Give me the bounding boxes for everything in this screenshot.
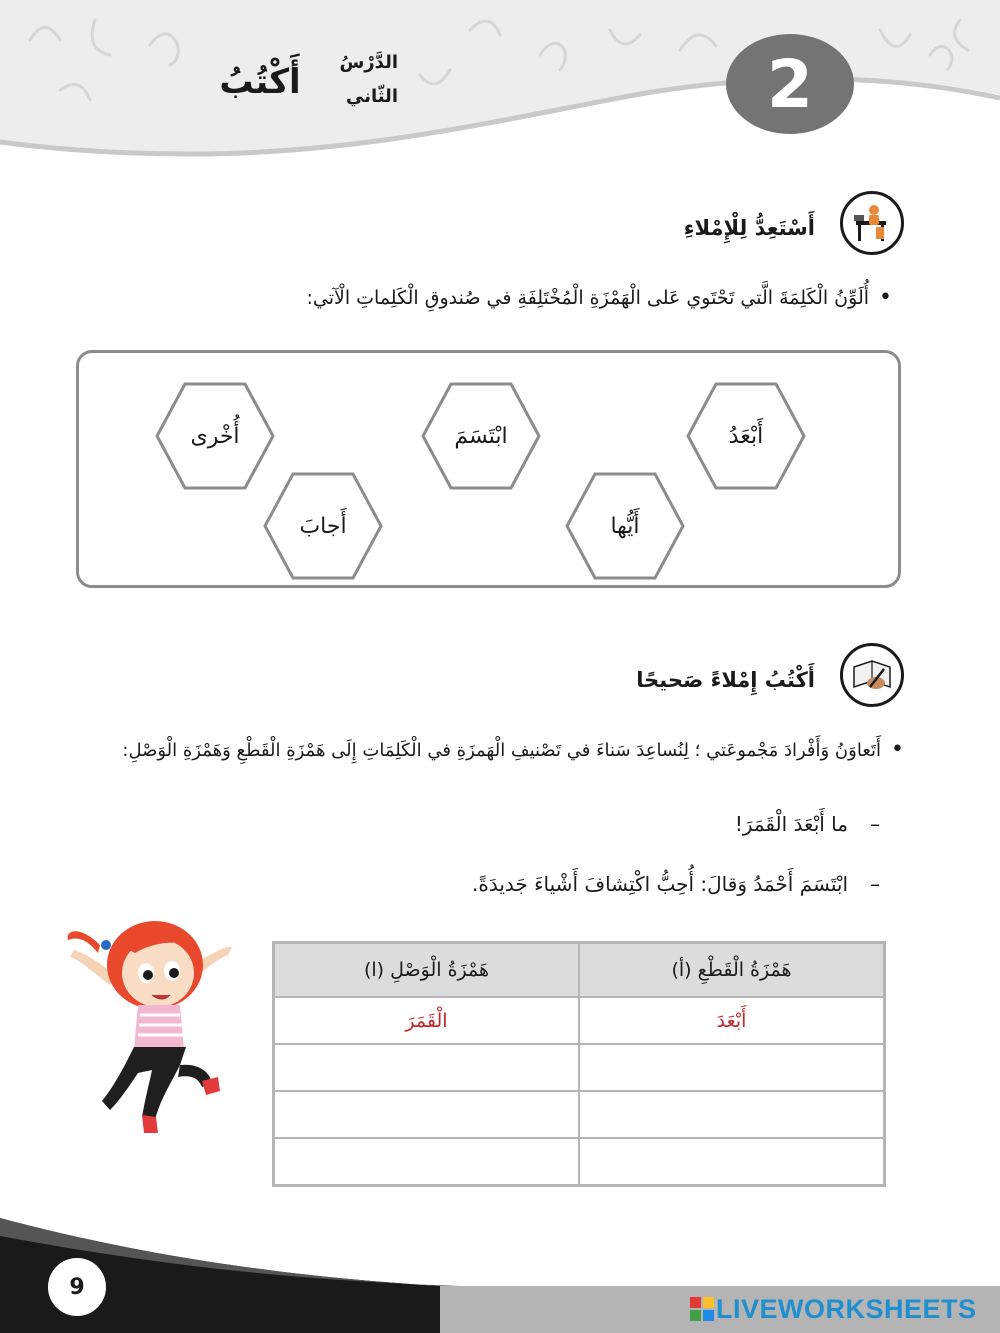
lesson-ordinal: الثّاني xyxy=(345,86,398,107)
liveworksheets-brand: LIVEWORKSHEETS xyxy=(716,1293,977,1324)
page-number: 9 xyxy=(45,1255,109,1319)
table-row xyxy=(274,1044,885,1091)
word-hexagon[interactable] xyxy=(565,472,685,580)
lesson-title: أَكْتُبُ xyxy=(219,62,301,102)
word-hexagon[interactable] xyxy=(263,472,383,580)
table-row xyxy=(274,1138,885,1186)
answer-cell[interactable] xyxy=(579,1091,885,1138)
section-title-write: أَكْتُبُ إِمْلاءً صَحيحًا xyxy=(636,668,815,692)
dash: – xyxy=(870,872,880,896)
sentence-2 xyxy=(472,872,880,896)
word-label: أَبْعَدُ xyxy=(728,423,764,449)
word-hexagon[interactable] xyxy=(421,382,541,490)
answer-cell[interactable] xyxy=(274,1044,580,1091)
word-label: ابْتَسَمَ xyxy=(454,423,508,449)
column-header-hamzat-alqat: هَمْزَةُ الْقَطْعِ (أ) xyxy=(579,943,885,998)
hamza-classification-table xyxy=(272,941,886,1187)
instruction-text: أُلَوِّنُ الْكَلِمَةَ الَّتي تَحْتَوي عَلى الْهَمْزَةِ الْمُخْتَلِفَةِ في صُندوقِ الْكَلِماتِ الْآتي: xyxy=(306,287,870,309)
liveworksheets-logo[interactable] xyxy=(690,1294,990,1324)
answer-cell[interactable] xyxy=(274,1091,580,1138)
table-header-row xyxy=(274,943,885,998)
instruction-color-word: •أُلَوِّنُ الْكَلِمَةَ الَّتي تَحْتَوي عَلى الْهَمْزَةِ الْمُخْتَلِفَةِ في صُندوقِ الْكَلِماتِ الْآتي: xyxy=(306,285,892,310)
student-desk-icon xyxy=(840,191,904,255)
column-header-hamzat-alwasl: هَمْزَةُ الْوَصْلِ (ا) xyxy=(274,943,580,998)
dash: – xyxy=(870,812,880,836)
answer-cell[interactable] xyxy=(274,1138,580,1186)
sentence-text: ابْتَسَمَ أَحْمَدُ وَقالَ: أُحِبُّ اكْتِشافَ أَشْياءَ جَديدَةً. xyxy=(472,872,848,896)
instruction-text: أَتَعاوَنُ وَأَفْرادَ مَجْموعَتي ؛ لِنُساعِدَ سَناءَ في تَصْنيفِ الْهَمزَةِ في الْكَلِمَاتِ إِلَى هَمْزَةِ الْقَطْعِ وَهَمْزَةِ الْوَصْلِ: xyxy=(122,740,882,761)
table-row xyxy=(274,1091,885,1138)
section-title-prepare: أَسْتَعِدُّ لِلْإِمْلاءِ xyxy=(683,216,815,240)
word-hexagon[interactable] xyxy=(155,382,275,490)
lesson-number-badge: 2 xyxy=(726,34,854,134)
answer-cell[interactable]: أَبْعَدَ xyxy=(579,997,885,1044)
word-label: أُخْرى xyxy=(190,423,240,449)
table-row xyxy=(274,997,885,1044)
answer-cell[interactable]: الْقَمَرَ xyxy=(274,997,580,1044)
sentence-1 xyxy=(735,812,880,836)
writing-hand-icon xyxy=(840,643,904,707)
liveworksheets-mark-icon xyxy=(690,1297,714,1321)
girl-illustration xyxy=(60,905,245,1165)
word-hexagon[interactable] xyxy=(686,382,806,490)
word-label: أَجابَ xyxy=(299,513,347,539)
sentence-text: ما أَبْعَدَ الْقَمَرَ! xyxy=(734,812,848,836)
answer-cell[interactable] xyxy=(579,1044,885,1091)
answer-cell[interactable] xyxy=(579,1138,885,1186)
lesson-label: الدَّرْسُ xyxy=(339,52,398,73)
word-label: أَيُّها xyxy=(610,513,640,539)
instruction-classify: •أَتَعاوَنُ وَأَفْرادَ مَجْموعَتي ؛ لِنُساعِدَ سَناءَ في تَصْنيفِ الْهَمزَةِ في الْكَلِمَاتِ إِلَى هَمْزَةِ الْقَطْعِ وَهَمْزَةِ الْوَصْلِ: xyxy=(122,737,904,762)
